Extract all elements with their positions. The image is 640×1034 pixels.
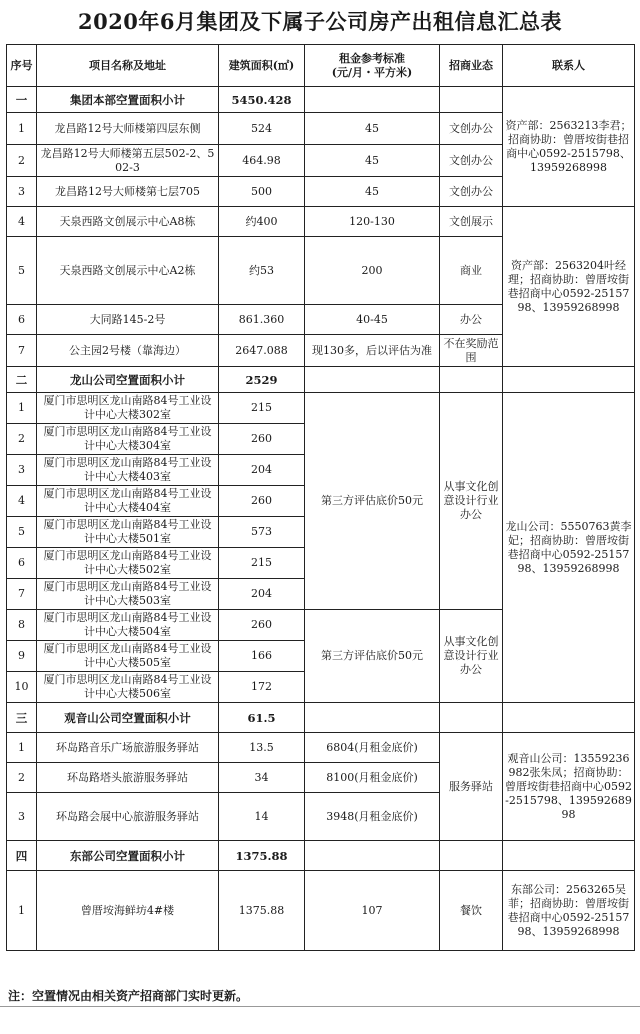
row-area: 500	[219, 177, 305, 207]
row-area: 2647.088	[219, 335, 305, 367]
row-name: 厦门市思明区龙山南路84号工业设计中心大楼501室	[37, 517, 219, 548]
row-seq: 5	[7, 517, 37, 548]
row-name: 龙昌路12号大师楼第七层705	[37, 177, 219, 207]
row-name: 公主园2号楼（靠海边）	[37, 335, 219, 367]
row-seq: 1	[7, 733, 37, 763]
row-area: 166	[219, 641, 305, 672]
row-seq: 10	[7, 672, 37, 703]
row-seq: 9	[7, 641, 37, 672]
section-subtotal-row	[7, 841, 635, 871]
section-label: 龙山公司空置面积小计	[37, 367, 219, 393]
row-business: 文创展示	[440, 207, 503, 237]
section-seq: 三	[7, 703, 37, 733]
page-title: 2020年6月集团及下属子公司房产出租信息汇总表	[77, 9, 563, 34]
contact-cell: 东部公司：2563265吴菲；招商协助：曾厝垵街巷招商中心0592-2515798、13959268998	[503, 871, 635, 951]
divider	[0, 1006, 640, 1007]
row-name: 厦门市思明区龙山南路84号工业设计中心大楼505室	[37, 641, 219, 672]
row-area: 215	[219, 393, 305, 424]
row-name: 天泉西路文创展示中心A8栋	[37, 207, 219, 237]
row-seq: 6	[7, 548, 37, 579]
row-area: 13.5	[219, 733, 305, 763]
row-name: 厦门市思明区龙山南路84号工业设计中心大楼502室	[37, 548, 219, 579]
row-business: 商业	[440, 237, 503, 305]
row-area: 861.360	[219, 305, 305, 335]
table-row	[7, 871, 635, 951]
section-label: 观音山公司空置面积小计	[37, 703, 219, 733]
row-rent: 120-130	[305, 207, 440, 237]
row-name: 厦门市思明区龙山南路84号工业设计中心大楼404室	[37, 486, 219, 517]
section-total: 2529	[219, 367, 305, 393]
row-rent: 45	[305, 145, 440, 177]
row-business: 从事文化创意设计行业办公	[440, 610, 503, 703]
row-area: 34	[219, 763, 305, 793]
table-row	[7, 733, 635, 763]
section-subtotal-row	[7, 703, 635, 733]
row-area: 260	[219, 424, 305, 455]
section-seq: 二	[7, 367, 37, 393]
section-label: 集团本部空置面积小计	[37, 87, 219, 113]
row-rent: 现130多，后以评估为准	[305, 335, 440, 367]
row-area: 约400	[219, 207, 305, 237]
row-name: 龙昌路12号大师楼第五层502-2、502-3	[37, 145, 219, 177]
row-seq: 1	[7, 113, 37, 145]
row-seq: 8	[7, 610, 37, 641]
section-total: 5450.428	[219, 87, 305, 113]
header-rent-line2: (元/月・平方米)	[331, 65, 413, 79]
row-name: 环岛路音乐广场旅游服务驿站	[37, 733, 219, 763]
row-name: 曾厝垵海鲜坊4#楼	[37, 871, 219, 951]
row-name: 环岛路会展中心旅游服务驿站	[37, 793, 219, 841]
row-area: 215	[219, 548, 305, 579]
row-seq: 4	[7, 486, 37, 517]
row-rent: 8100(月租金底价)	[305, 763, 440, 793]
row-area: 204	[219, 455, 305, 486]
section-total: 61.5	[219, 703, 305, 733]
row-name: 厦门市思明区龙山南路84号工业设计中心大楼302室	[37, 393, 219, 424]
row-rent: 45	[305, 113, 440, 145]
row-name: 龙昌路12号大师楼第四层东侧	[37, 113, 219, 145]
row-seq: 2	[7, 145, 37, 177]
row-rent: 40-45	[305, 305, 440, 335]
contact-cell: 观音山公司：13559236982张朱凤；招商协助：曾厝垵街巷招商中心0592-2515798、13959268998	[503, 733, 635, 841]
header-rent-line1: 租金参考标准	[339, 51, 405, 65]
header-rent	[305, 45, 440, 87]
row-area: 204	[219, 579, 305, 610]
row-seq: 1	[7, 393, 37, 424]
row-area: 1375.88	[219, 871, 305, 951]
row-seq: 1	[7, 871, 37, 951]
row-rent: 第三方评估底价50元	[305, 610, 440, 703]
row-rent: 45	[305, 177, 440, 207]
section-subtotal-row	[7, 367, 635, 393]
row-rent: 107	[305, 871, 440, 951]
section-label: 东部公司空置面积小计	[37, 841, 219, 871]
row-name: 厦门市思明区龙山南路84号工业设计中心大楼506室	[37, 672, 219, 703]
row-business: 文创办公	[440, 177, 503, 207]
rental-info-table	[6, 44, 635, 951]
row-business: 办公	[440, 305, 503, 335]
row-seq: 3	[7, 177, 37, 207]
table-row	[7, 393, 635, 424]
header-business: 招商业态	[440, 45, 503, 87]
row-name: 厦门市思明区龙山南路84号工业设计中心大楼503室	[37, 579, 219, 610]
row-seq: 6	[7, 305, 37, 335]
row-business: 文创办公	[440, 145, 503, 177]
contact-cell: 资产部：2563204叶经理；招商协助：曾厝垵街巷招商中心0592-2515798、13959268998	[503, 207, 635, 367]
row-area: 172	[219, 672, 305, 703]
footnote: 注：空置情况由相关资产招商部门实时更新。	[8, 989, 249, 1003]
row-area: 14	[219, 793, 305, 841]
row-business: 从事文化创意设计行业办公	[440, 393, 503, 610]
header-name: 项目名称及地址	[37, 45, 219, 87]
row-rent: 第三方评估底价50元	[305, 393, 440, 610]
contact-cell: 龙山公司：5550763黄李妃；招商协助：曾厝垵街巷招商中心0592-2515798、13959268998	[503, 393, 635, 703]
row-seq: 7	[7, 335, 37, 367]
row-name: 大同路145-2号	[37, 305, 219, 335]
row-business: 餐饮	[440, 871, 503, 951]
row-area: 约53	[219, 237, 305, 305]
header-seq: 序号	[7, 45, 37, 87]
header-area: 建筑面积(㎡)	[219, 45, 305, 87]
contact-cell: 资产部：2563213李君；招商协助：曾厝垵街巷招商中心0592-2515798、13959268998	[503, 87, 635, 207]
section-seq: 四	[7, 841, 37, 871]
row-seq: 4	[7, 207, 37, 237]
row-rent: 6804(月租金底价)	[305, 733, 440, 763]
row-area: 524	[219, 113, 305, 145]
row-seq: 7	[7, 579, 37, 610]
row-seq: 2	[7, 763, 37, 793]
row-business: 服务驿站	[440, 733, 503, 841]
header-contact: 联系人	[503, 45, 635, 87]
row-seq: 3	[7, 793, 37, 841]
row-seq: 3	[7, 455, 37, 486]
row-name: 天泉西路文创展示中心A2栋	[37, 237, 219, 305]
row-seq: 2	[7, 424, 37, 455]
row-area: 464.98	[219, 145, 305, 177]
row-name: 厦门市思明区龙山南路84号工业设计中心大楼304室	[37, 424, 219, 455]
section-total: 1375.88	[219, 841, 305, 871]
row-business: 不在奖励范围	[440, 335, 503, 367]
row-area: 573	[219, 517, 305, 548]
row-area: 260	[219, 486, 305, 517]
section-subtotal-row	[7, 87, 635, 113]
row-area: 260	[219, 610, 305, 641]
row-name: 环岛路塔头旅游服务驿站	[37, 763, 219, 793]
row-rent: 3948(月租金底价)	[305, 793, 440, 841]
row-rent: 200	[305, 237, 440, 305]
row-seq: 5	[7, 237, 37, 305]
row-name: 厦门市思明区龙山南路84号工业设计中心大楼504室	[37, 610, 219, 641]
table-row	[7, 207, 635, 237]
section-seq: 一	[7, 87, 37, 113]
header-row	[7, 45, 635, 87]
row-name: 厦门市思明区龙山南路84号工业设计中心大楼403室	[37, 455, 219, 486]
row-business: 文创办公	[440, 113, 503, 145]
